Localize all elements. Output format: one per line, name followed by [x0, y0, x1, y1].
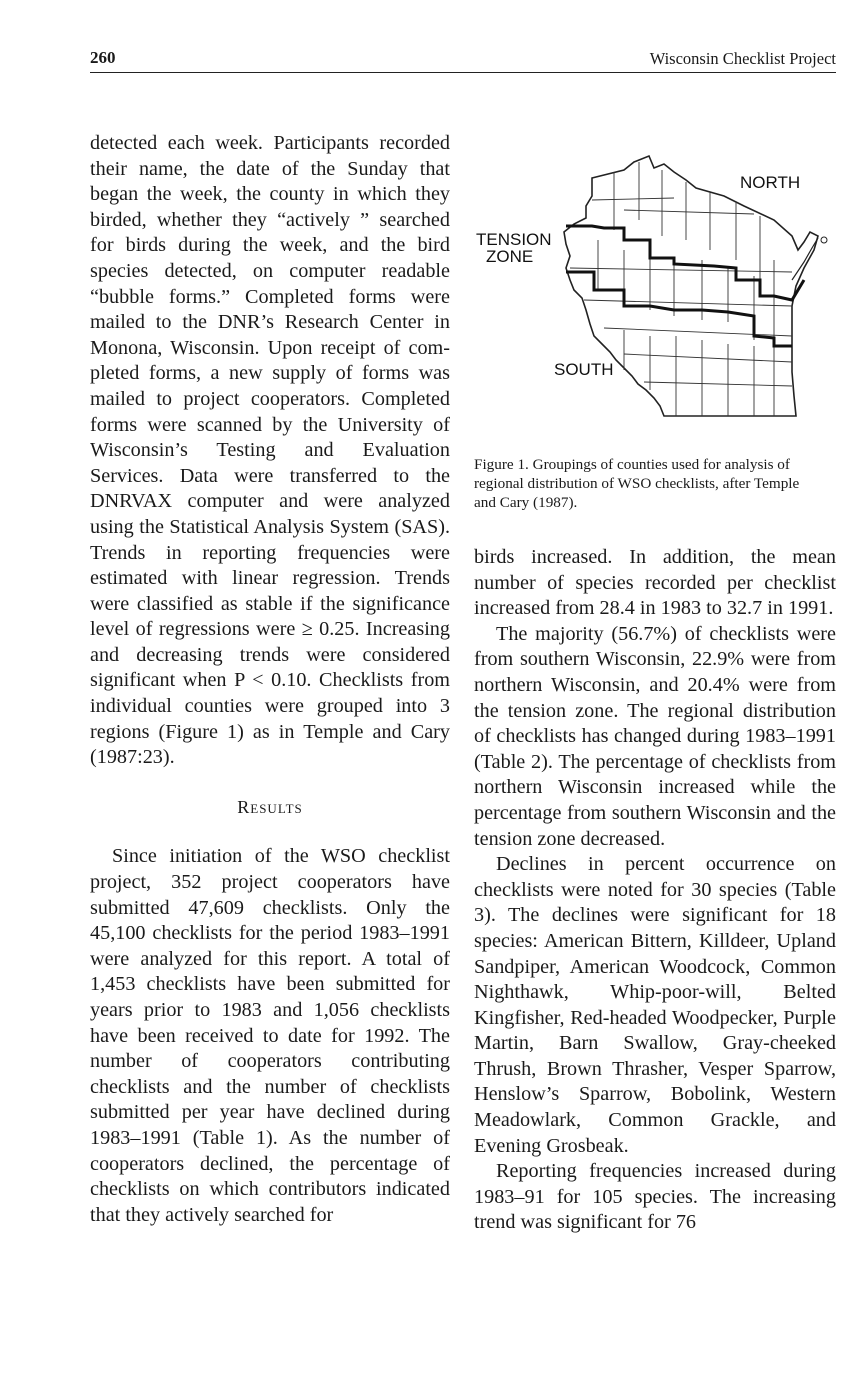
running-header [90, 48, 836, 73]
right-column [474, 545, 836, 1236]
figure-caption: Figure 1. Groupings of counties used for analysis of regional distribution of WSO checklists, after Temple and Cary (1987). [474, 456, 800, 511]
body-paragraph: Since initiation of the WSO checklist project, 352 project cooperators have submitted 47,609 checklists. Only the 45,100 checklists for the period 1983–1991 were analyzed for this report. A total of 1,453 checklists have been submitted for years prior to 1983 and 1,056 checklists have been received to date for 1992. The number of cooperators contributing checklists and the number of checklists submitted per year have declined during 1983–1991 (Table 1). As the number of cooperators declined, the percentage of checklists on which contributors indicated that they actively searched for [90, 845, 450, 1226]
body-paragraph: Declines in percent occurrence on checklists were noted for 30 species (Table 3). The declines were significant for 18 species: American Bittern, Killdeer, Upland Sandpiper, American Woodcock, Common Nighthawk, Whip-poor-will, Belted Kingfisher, Red-headed Woodpecker, Purple Martin, Barn Swallow, Gray-cheeked Thrush, Brown Thrasher, Vesper Sparrow, Henslow’s Sparrow, Bobolink, Western Meadowlark, Common Grackle, and Evening Grosbeak. [474, 853, 836, 1157]
map-label-tension-line1: TENSION [476, 230, 552, 249]
body-paragraph: detected each week. Participants recorded their name, the date of the Sunday that began the week, the county in which they birded, whether they “actively ” searched for birds during the week, and the bird species detected, on computer readable “bubble forms.” Completed forms were mailed to the DNR’s Research Center in Monona, Wisconsin. Upon receipt of completed forms, a new supply of forms was mailed to project cooperators. Completed forms were scanned by the University of Wisconsin’s Testing and Evaluation Services. Data were transferred to the DNRVAX computer and were analyzed using the Statistical Analysis System (SAS). Trends in reporting frequencies were estimated with linear regression. Trends were classified as stable if the significance level of regressions were ≥ 0.25. Increasing and decreasing trends were considered significant when P < 0.10. Checklists from individual counties were grouped into 3 regions (Figure 1) as in Temple and Cary (1987:23). [90, 132, 450, 769]
figure-wisconsin-map [474, 140, 836, 430]
section-heading: Results [237, 796, 303, 817]
body-paragraph: birds increased. In addition, the mean number of species recorded per checklist increased from 28.4 in 1983 to 32.7 in 1991. [474, 546, 836, 620]
running-title: Wisconsin Checklist Project [649, 49, 836, 68]
island [821, 237, 827, 243]
map-label-north: NORTH [740, 173, 801, 192]
page-number: 260 [90, 48, 116, 67]
left-column [90, 131, 450, 1228]
body-paragraph: The majority (56.7%) of checklists were from southern Wisconsin, 22.9% were from northern Wisconsin, and 20.4% were from the tension zone. The regional distribution of checklists has changed during 1983–1991 (Table 2). The percentage of checklists from northern Wisconsin increased while the percentage from southern Wisconsin and the tension zone decreased. [474, 622, 836, 850]
map-label-south: SOUTH [554, 360, 614, 379]
map-label-tension-line2: ZONE [486, 247, 534, 266]
body-paragraph: Reporting frequencies increased during 1983–91 for 105 species. The increasing trend was significant for 76 [474, 1160, 836, 1234]
